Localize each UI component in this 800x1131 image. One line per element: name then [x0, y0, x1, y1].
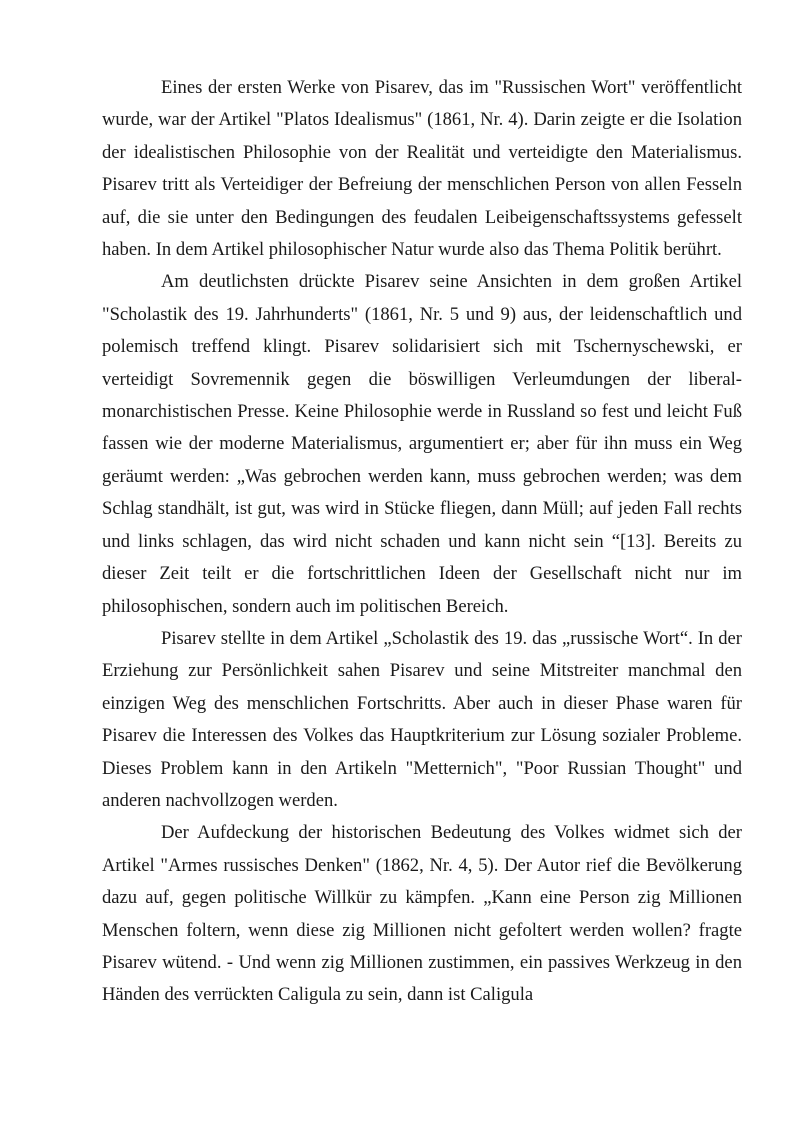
document-body: [102, 72, 742, 1012]
paragraph-1: Eines der ersten Werke von Pisarev, das im "Russischen Wort" veröffentlicht wurde, war der Artikel "Platos Idealismus" (1861, Nr. 4). Darin zeigte er die Isolation der idealistischen Philosophie von der Realität und verteidigte den Materialismus. Pisarev tritt als Verteidiger der Befreiung der menschlichen Person von allen Fesseln auf, die sie unter den Bedingungen des feudalen Leibeigenschaftssystems gefesselt haben. In dem Artikel philosophischer Natur wurde also das Thema Politik berührt.: [102, 77, 742, 261]
paragraph-2: Am deutlichsten drückte Pisarev seine Ansichten in dem großen Artikel "Scholastik des 19. Jahrhunderts" (1861, Nr. 5 und 9) aus, der leidenschaftlich und polemisch treffend klingt. Pisarev solidarisiert sich mit Tschernyschewski, er verteidigt Sovremennik gegen die böswilligen Verleumdungen der liberal-monarchistischen Presse. Keine Philosophie werde in Russland so fest und leicht Fuß fassen wie der moderne Materialismus, argumentiert er; aber für ihn muss ein Weg geräumt werden: „Was gebrochen werden kann, muss gebrochen werden; was dem Schlag standhält, ist gut, was wird in Stücke fliegen, dann Müll; auf jeden Fall rechts und links schlagen, das wird nicht schaden und kann nicht sein “[13]. Bereits zu dieser Zeit teilt er die fortschrittlichen Ideen der Gesellschaft nicht nur im philosophischen, sondern auch im politischen Bereich.: [102, 271, 742, 617]
paragraph-4: Der Aufdeckung der historischen Bedeutung des Volkes widmet sich der Artikel "Armes russisches Denken" (1862, Nr. 4, 5). Der Autor rief die Bevölkerung dazu auf, gegen politische Willkür zu kämpfen. „Kann eine Person zig Millionen Menschen foltern, wenn diese zig Millionen nicht gefoltert werden wollen? fragte Pisarev wütend. - Und wenn zig Millionen zustimmen, ein passives Werkzeug in den Händen des verrückten Caligula zu sein, dann ist Caligula: [102, 822, 742, 1006]
paragraph-3: Pisarev stellte in dem Artikel „Scholastik des 19. das „russische Wort“. In der Erziehung zur Persönlichkeit sahen Pisarev und seine Mitstreiter manchmal den einzigen Weg des menschlichen Fortschritts. Aber auch in dieser Phase waren für Pisarev die Interessen des Volkes das Hauptkriterium zur Lösung sozialer Probleme. Dieses Problem kann in den Artikeln "Metternich", "Poor Russian Thought" und anderen nachvollzogen werden.: [102, 627, 742, 811]
